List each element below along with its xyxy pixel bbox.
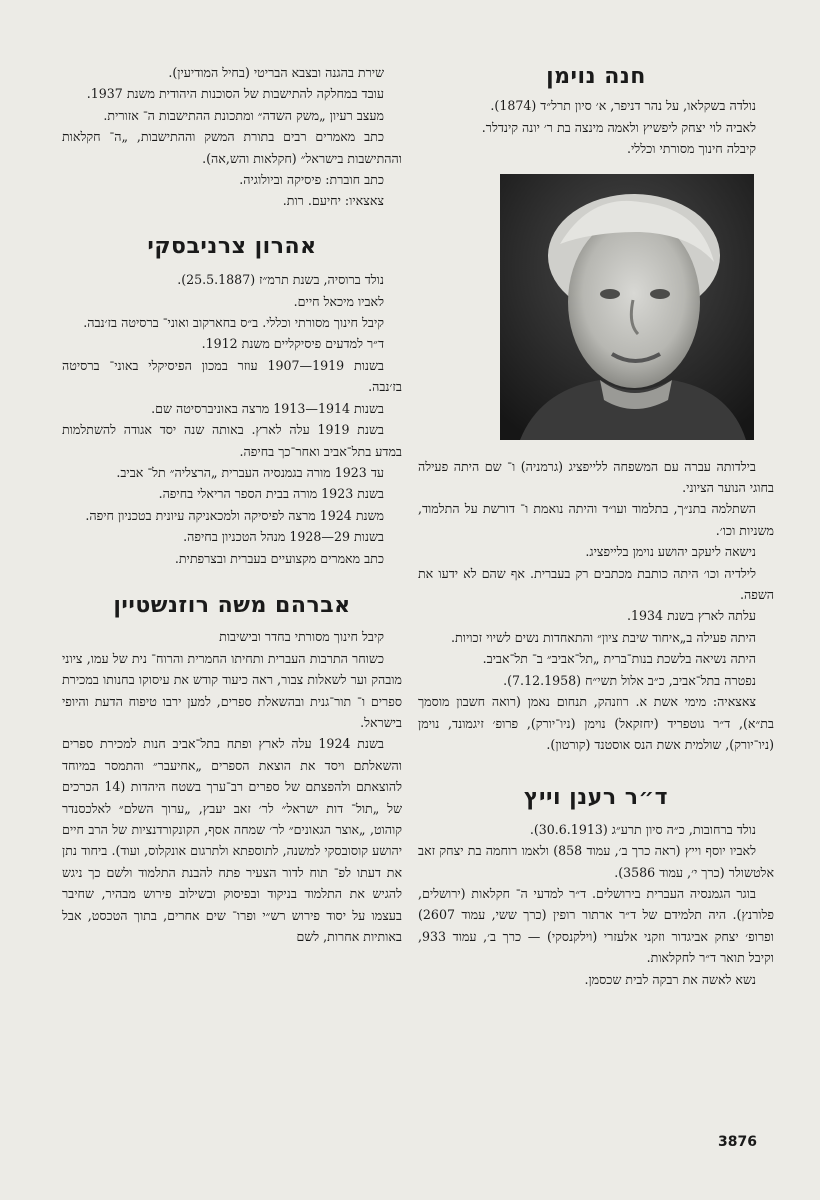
- paragraph: עובד במחלקה להתישבות של הסוכנות היהודית משנת 1937.: [86, 86, 384, 102]
- paragraph: כתב חוברת: פיסיקה וביולוגיה.: [239, 172, 384, 188]
- paragraph: כשוחר התרבות העברית ותחיתו החמרית והרוח־ נית של עמו, ציוני מובהק וער לשאלות צבור, ראה כיעוד קודש את עיסוקו בחנותו במכירת ספרים ו־ תור־גנית ובהשאלת ספרים, למען ירבו טיפוח הדעת והיופי בישראל.: [62, 650, 402, 730]
- section-heading-raanan-weitz: ד״ר רענן וייץ: [523, 785, 669, 811]
- paragraph: נשא לאשה את רבקה לבית שכסמן.: [584, 971, 756, 987]
- paragraph: בשנת 1923 מורה בבית הספר הריאלי בחיפה.: [158, 486, 384, 502]
- page-number: 3876: [718, 1134, 757, 1150]
- paragraph: ד״ר למדעים פיסיקליים משנת 1912.: [201, 336, 384, 352]
- paragraph: השתלמה בתנ״ך, בתלמוד ועו״ד והיתה נואמת ו־ דורשת על התלמוד, משניות וכו׳.: [418, 501, 774, 538]
- paragraph: צאצאיה: מימי אשת א. רוזנהק, תנחום נאמן (רואה חשבון מוסמך בת״א), ד״ר גוטפריד (יחזקאל) נוימן (ניו־יורק), פרופ׳ זיגמונד, נוימן (ניו־יורק), שולמית אשת הנס אוסטנד (קורטון).: [418, 694, 774, 752]
- section-heading-chana-neuman: חנה נוימן: [546, 64, 646, 89]
- paragraph: נולדה בשקלאו, על נהר דניפר, א׳ סיון תרל״ד (1874).: [490, 98, 756, 114]
- paragraph: בשנות 29—1928 מנהל הטכניון בחיפה.: [183, 529, 384, 545]
- paragraph: נישאה ליעקב יהושע נוימן בלייפציג.: [585, 544, 756, 560]
- paragraph: נולד ברוסיה, בשנת תרמ״ז (25.5.1887).: [177, 272, 384, 288]
- section-heading-avraham-moshe-rosenstein: אברהם משה רוזנשטיין: [113, 592, 351, 618]
- paragraph: עלתה לארץ בשנת 1934.: [627, 608, 756, 624]
- paragraph: צאצאיו: יחיעם. רות.: [282, 193, 384, 209]
- paragraph: לאביה לוי יצחק ליפשיץ ולאמה מינצה בת ר׳ יונה קינדלר.: [481, 119, 756, 135]
- section-heading-aharon-czerniavski: אהרון צרניבסקי: [147, 233, 317, 259]
- paragraph: לאביו יוסף וייץ (ראה כרך ב׳, עמוד 858) ולאמו רוחמה בת יצחק זאב אלטשולר (כרך י׳, עמוד 3586).: [418, 843, 774, 880]
- paragraph: מעצב רעיון „משק השדה״ ומתכונת ההתישבות ה־ אזורית.: [103, 107, 384, 123]
- portrait-photo: [500, 174, 754, 440]
- paragraph: קיבל חינוך מסורתי וכללי. ב״ס בחארקוב ואוני־ ברסיטה בז׳נבה.: [83, 315, 384, 331]
- paragraph: לילדיה וכו׳ היתה כותבת מכתבים רק בעברית. אף שהם לא ידעו את השפה.: [418, 565, 774, 603]
- paragraph: בשנת 1924 עלה לארץ ופתח בתל־אביב חנות למכירת ספרים והשאלתם ויסד את הוצאת הספרים „אחיעבר״ והתמסר במיוחד להוצאתם ולהפצתם של ספרים רב־ערך בשטח היהדות (14 הכרכים של „תול־ דות ישראל״ לר׳ זאב יעבץ, „ערוך השלם״ לאלכסנדר קוהוט, „אוצר הגאונים״ לר׳ שמחה אסף, הקונקורדנציות של הרב חיים יהושע קוסובסקי למשנה, לתוספתא ולתרגום אונקלוס, ועוד). ביחוד נתן את דעתו לפ־ תוח לדור הצעיר פתח להבנת התלמוד ולשם כך ניגש להגיש את התלמוד בניקוד ובפיסוק ובשילוב פירוש מבהיר, שחיבר בעצמו על יסוד פירוש רש״י ופרו־ שים אחרים, בתוך הטכסט, אבל באותיות אחרות, לשם: [62, 736, 403, 945]
- paragraph: עד 1923 מורה בגמנסיה העברית „הרצליה״ תל־ אביב.: [116, 464, 384, 480]
- paragraph: היתה נשיאה בלשכת בנות־ברית „תל־אביב״ ב־ תל־אביב.: [482, 651, 756, 667]
- paragraph: לאביו מיכאל חיים.: [293, 293, 384, 309]
- paragraph: היתה פעילה ב„איחוד שיבת ציון״ והתאחדות נשים לשיוי זכויות.: [451, 629, 756, 645]
- paragraph: בשנת 1919 עלה לארץ. באותה שנה יסד אגודה להשתלמות במדע בתל־אביב ואחר־כך בחיפה.: [62, 422, 402, 459]
- paragraph: כתב מאמרים רבים בתורת המשק וההתישבות, „ה־ חקלאות וההתישבות בישראל״ (חקלאות והש,אה).: [62, 129, 402, 166]
- paragraph: נולד ברחובות, כ״ה סיון תרע״ג (30.6.1913).: [529, 821, 756, 837]
- paragraph: בילדותה עברה עם המשפחה ללייפציג (גרמניה) ו־ שם היתה פעילה בחוגי הנוער הציוני.: [418, 458, 774, 496]
- paragraph: כתב מאמרים מקצועיים בעברית ובצרפתית.: [174, 550, 384, 566]
- paragraph: קיבל חינוך מסורתי בחדר ובישיבות: [219, 629, 384, 645]
- paragraph: בשנות 1914—1913 מרצה באוניברסיטה שם.: [151, 400, 384, 416]
- paragraph: משנת 1924 מרצה לפיסיקה ולמכאניקה עיונית בטכניון חיפה.: [85, 507, 384, 523]
- paragraph: שירת בהגנה ובצבא הבריטי (בחיל המודיעין).: [168, 65, 384, 80]
- paragraph: נפטרה בתל־אביב, כ״ב אלול תשי״ח (7.12.1958).: [503, 672, 756, 688]
- right-column: [418, 62, 774, 990]
- paragraph: בוגר הגמנסיה העברית בירושלים. ד״ר למדעי ה־ חקלאות (ירושלים, פלורנץ). היה תלמידם של ד״ר ארתור רופין (כרך ששי, עמוד 2607) ופרופ׳ יצחק אביגדור וזקני אלעזרי (וילקנסקי) — כרך ב׳, עמוד 933, וקיבל תואר ד״ר לחקלאות.: [418, 885, 774, 966]
- paragraph: קיבלה חינוך מסורתי וכללי.: [627, 141, 756, 157]
- portrait-image: [500, 174, 754, 440]
- paragraph: בשנות 1919—1907 עוזר במכון הפיסיקלי באוני־ ברסיטה בז׳נבה.: [62, 357, 402, 395]
- left-column: [62, 62, 402, 947]
